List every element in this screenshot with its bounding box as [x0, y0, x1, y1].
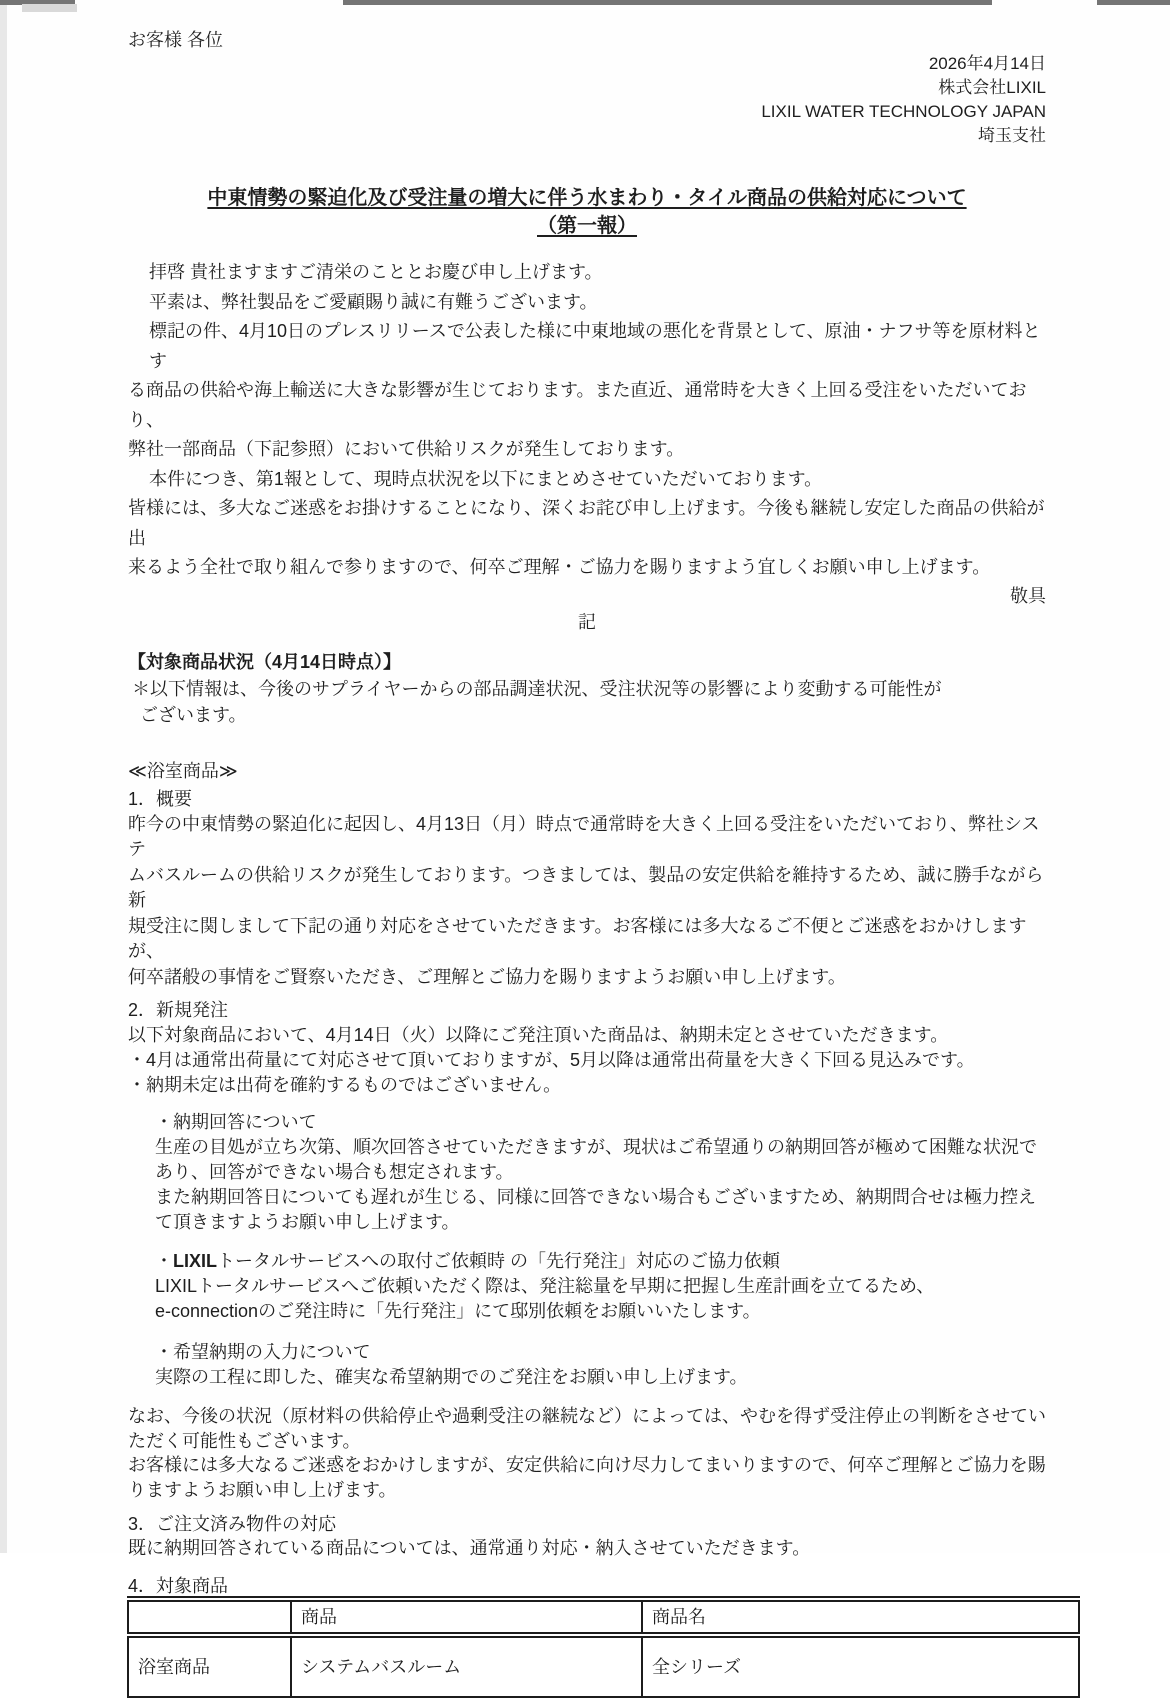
brand-name: LIXIL: [173, 1251, 217, 1271]
company-name: 株式会社LIXIL: [938, 78, 1046, 97]
document-title: [128, 184, 1046, 240]
text-line: 来るよう全社で取り組んで参りますので、何卒ご理解・ご協力を賜りますよう宜しくお願い申し上げます。: [128, 557, 991, 577]
subsection-title: [155, 1249, 1046, 1274]
ordered-items-paragraph: [128, 1536, 1046, 1560]
header-cell-category: [128, 1599, 291, 1635]
table-header-row: [128, 1599, 1079, 1635]
text-line: 生産の目処が立ち次第、順次回答させていただきますが、現状はご希望通りの納期回答が極めて困難な状況で: [155, 1137, 1037, 1157]
text-line: ＊以下情報は、今後のサプライヤーからの部品調達状況、受注状況等の影響により変動する可能性が: [132, 678, 942, 699]
text-line: て頂きますようお願い申し上げます。: [155, 1212, 460, 1232]
text-line: e-connectionのご発注時に「先行発注」にて邸別依頼をお願いいたします。: [155, 1301, 761, 1321]
text-line: 弊社一部商品（下記参照）において供給リスクが発生しております。: [128, 439, 685, 459]
text-line: 以下対象商品において、4月14日（火）以降にご発注頂いた商品は、納期未定とさせていただきます。: [128, 1025, 949, 1045]
text-line: 皆様には、多大なご迷惑をお掛けすることになり、深くお詫び申し上げます。今後も継続し安定した商品の供給が出: [128, 498, 1045, 548]
status-note: [128, 676, 1046, 728]
cell-product: システムバスルーム: [291, 1635, 642, 1697]
target-products-table: [127, 1596, 1080, 1698]
target-products-heading: 4．対象商品: [128, 1576, 229, 1596]
text-line: 実際の工程に即した、確実な希望納期でのご発注をお願い申し上げます。: [155, 1367, 748, 1387]
text-line: 既に納期回答されている商品については、通常通り対応・納入させていただきます。: [128, 1538, 811, 1558]
ordered-items-heading: 3．ご注文済み物件の対応: [128, 1514, 337, 1534]
title-line-2: （第一報）: [537, 215, 637, 237]
subsection-title: ・希望納期の入力について: [155, 1342, 371, 1362]
text-line: る商品の供給や海上輸送に大きな影響が生じております。また直近、通常時を大きく上回る受注をいただいており、: [128, 380, 1027, 430]
status-section-heading: 【対象商品状況（4月14日時点）】: [128, 651, 402, 672]
branch-name: 埼玉支社: [978, 126, 1046, 145]
scan-artifact: [22, 4, 77, 12]
letter-content: [128, 0, 1046, 1698]
text-line: ただく可能性もございます。: [128, 1430, 361, 1451]
overview-heading: 1．概要: [128, 788, 193, 809]
new-orders-paragraph: [128, 1023, 1046, 1098]
lixil-service-subsection: [128, 1249, 1046, 1324]
text-line: 標記の件、4月10日のプレスリリースで公表した様に中東地域の悪化を背景として、原油・ナフサ等を原材料とす: [149, 321, 1041, 371]
text-line: 平素は、弊社製品をご愛顧賜り誠に有難うございます。: [149, 291, 598, 312]
desired-date-subsection: [128, 1340, 1046, 1390]
title-line-1: 中東情勢の緊迫化及び受注量の増大に伴う水まわり・タイル商品の供給対応について: [207, 187, 967, 209]
delivery-answer-subsection: [128, 1110, 1046, 1235]
text-line: LIXILトータルサービスへご依頼いただく際は、発注総量を早期に把握し生産計画を立てるため、: [155, 1276, 935, 1296]
cell-category: 浴室商品: [128, 1635, 291, 1697]
record-marker: 記: [578, 611, 596, 632]
header-cell-product-name: 商品名: [642, 1599, 1079, 1635]
sender-block: [128, 52, 1046, 148]
text-line: 何卒諸般の事情をご賢察いただき、ご理解とご協力を賜りますようお願い申し上げます。: [128, 966, 846, 987]
text-line: 昨今の中東情勢の緊迫化に起因し、4月13日（月）時点で通常時を大きく上回る受注をいただいており、弊社システ: [128, 813, 1040, 859]
greeting-paragraph: [128, 258, 1046, 583]
text-line: ・4月は通常出荷量にて対応させて頂いておりますが、5月以降は通常出荷量を大きく下回る見込みです。: [128, 1050, 975, 1070]
text-line: ムバスルームの供給リスクが発生しております。つきましては、製品の安定供給を維持するため、誠に勝手ながら新: [128, 864, 1044, 910]
division-name: LIXIL WATER TECHNOLOGY JAPAN: [761, 102, 1046, 121]
recipient-line: お客様 各位: [128, 30, 224, 50]
text-line: ・納期未定は出荷を確約するものではございません。: [128, 1075, 562, 1095]
bullet: ・: [155, 1251, 173, 1271]
subsection-title: ・納期回答について: [155, 1112, 317, 1132]
scan-top-edge: [1097, 0, 1170, 5]
cell-product-name: 全シリーズ: [642, 1635, 1079, 1697]
subsection-title-text: トータルサービスへの取付ご依頼時 の「先行発注」対応のご協力依頼: [217, 1251, 780, 1271]
new-orders-heading: 2．新規発注: [128, 1000, 229, 1020]
text-line: なお、今後の状況（原材料の供給停止や過剰受注の継続など）によっては、やむを得ず受注停止の判断をさせてい: [128, 1406, 1046, 1426]
overview-paragraph: [128, 812, 1046, 991]
table-row: [128, 1635, 1079, 1697]
text-line: お客様には多大なるご迷惑をおかけしますが、安定供給に向け尽力してまいりますので、何卒ご理解とご協力を賜: [128, 1455, 1046, 1475]
scan-left-edge: [0, 0, 7, 1553]
text-line: 拝啓 貴社ますますご清栄のこととお慶び申し上げます。: [149, 262, 603, 282]
text-line: ございます。: [140, 704, 247, 725]
text-line: あり、回答ができない場合も想定されます。: [155, 1162, 514, 1182]
text-line: 規受注に関しまして下記の通り対応をさせていただきます。お客様には多大なるご不便とご迷惑をおかけしますが、: [128, 915, 1027, 961]
bathroom-section-heading: ≪浴室商品≫: [128, 760, 238, 781]
additional-note-paragraph: [128, 1404, 1046, 1502]
header-cell-product: 商品: [291, 1599, 642, 1635]
date-line: 2026年4月14日: [928, 54, 1046, 73]
text-line: りますようお願い申し上げます。: [128, 1479, 397, 1500]
closing-word: 敬具: [1010, 585, 1046, 606]
text-line: 本件につき、第1報として、現時点状況を以下にまとめさせていただいております。: [149, 468, 823, 489]
text-line: また納期回答日についても遅れが生じる、同様に回答できない場合もございますため、納期問合せは極力控え: [155, 1187, 1036, 1207]
